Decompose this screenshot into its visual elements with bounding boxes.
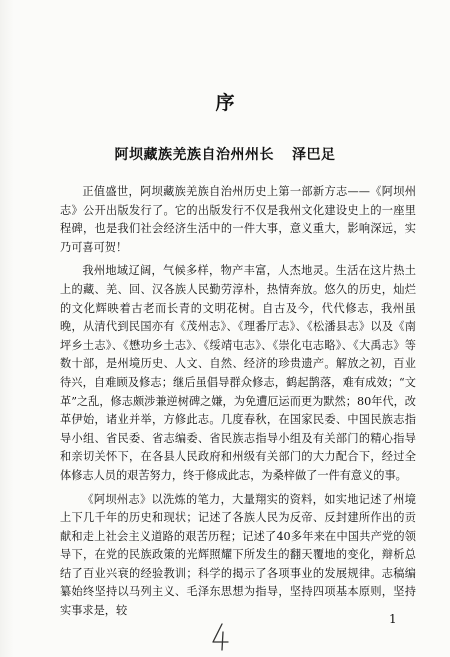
paragraph-3: 《阿坝州志》以洗炼的笔力，大量翔实的资料，如实地记述了州境上下几千年的历史和现状；记述了各族人民为反帝、反封建所作出的贡献和走上社会主义道路的艰苦历程；记述了40多年来在中国共产党的领导下，在党的民族政策的光辉照耀下所发生的翻天覆地的变化，辩析总结了百业兴衰的经验教训；科学的揭示了各项事业的发展规律。志稿编纂始终坚持以马列主义、毛泽东思想为指导，坚持四项基本原则，坚持实事求是，较	[60, 492, 416, 618]
author-name: 泽巴足	[292, 147, 336, 163]
page-title: 序	[215, 92, 235, 114]
author-line	[0, 144, 450, 164]
body-text	[60, 183, 416, 626]
handwritten-mark-icon	[209, 622, 231, 652]
paragraph-2: 我州地域辽阔，气候多样，物产丰富，人杰地灵。生活在这片热土上的藏、羌、回、汉各族人民勤劳淳朴，热情奔放。悠久的历史，灿烂的文化辉映着古老而长青的文明花树。自古及今，代代修志，我州虽晚，从清代到民国亦有《茂州志》、《理番厅志》、《松潘县志》以及《南坪乡土志》、《懋功乡土志》、《绥靖屯志》、《崇化屯志略》、《大禹志》等数十部，是州境历史、人文、自然、经济的珍贵遗产。解放之初，百业待兴，自难顾及修志；继后虽倡导群众修志，鹤起鹊落，难有成效；“文革”之乱，修志颇涉兼逆树碑之嫌，为免遭厄运而更为默然；80年代，改革伊始，诸业并举，方修此志。几度春秋，在国家民委、中国民族志指导小组、省民委、省志编委、省民族志指导小组及有关部门的精心指导和亲切关怀下，在各县人民政府和州级有关部门的大力配合下，经过全体修志人员的艰苦努力，终于修成此志，为桑梓做了一件有意义的事。	[60, 264, 416, 482]
author-title: 阿坝藏族羌族自治州州长	[114, 147, 274, 163]
page-number: 1	[389, 612, 397, 626]
paragraph-1: 正值盛世，阿坝藏族羌族自治州历史上第一部新方志——《阿坝州志》公开出版发行了。它的出版发行不仅是我州文化建设史上的一座里程碑，也是我们社会经济生活中的一件大事，意义重大，影响深远，实乃可喜可贺！	[60, 185, 416, 254]
